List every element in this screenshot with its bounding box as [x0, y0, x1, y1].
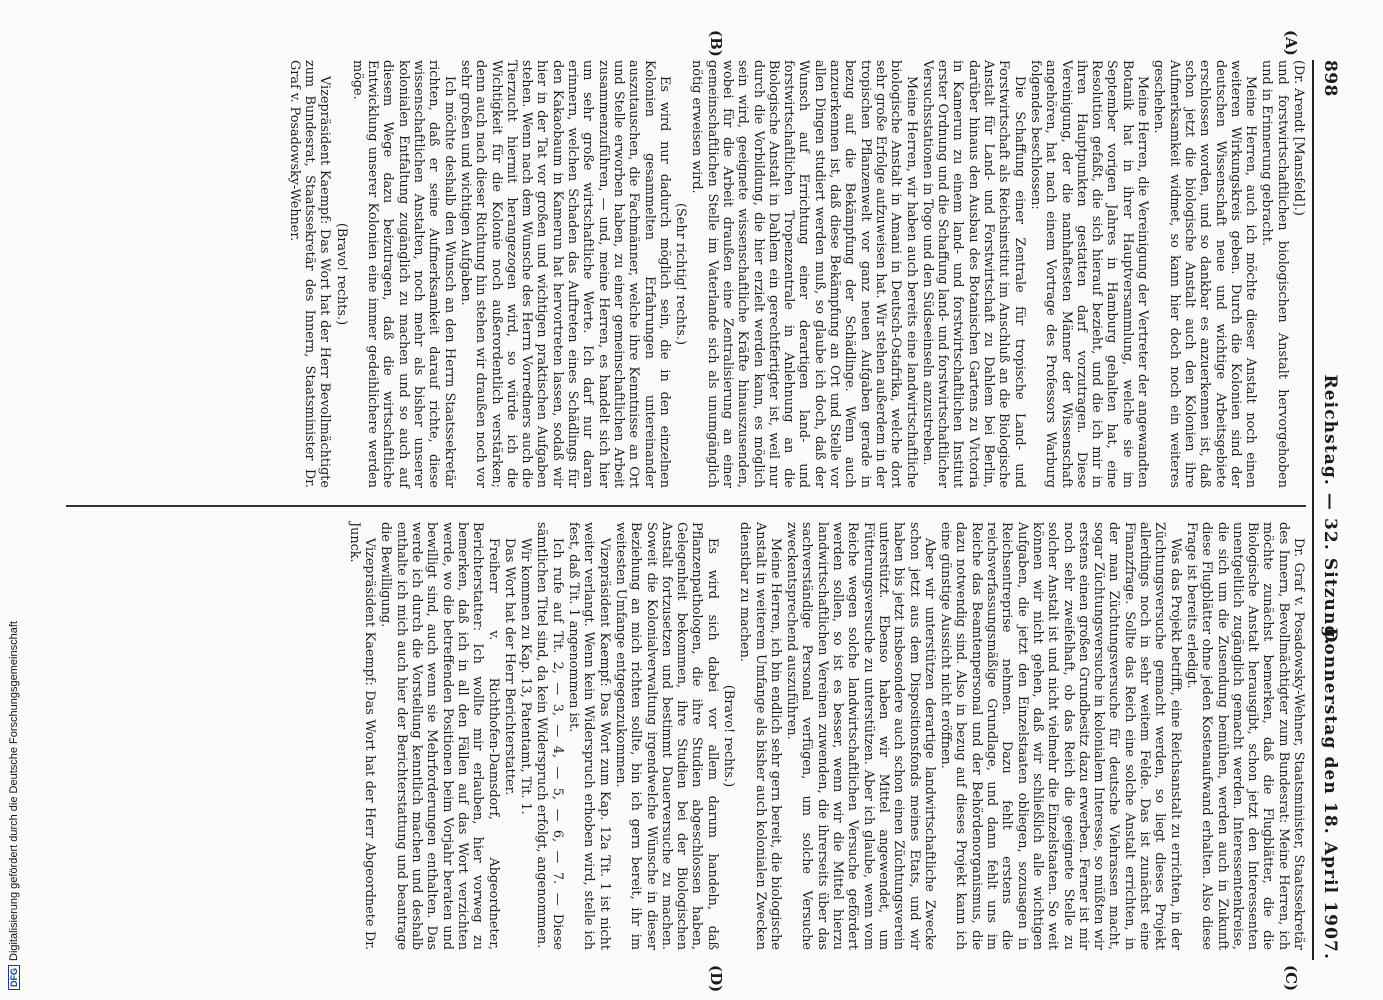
right-text-column: [346, 522, 1306, 950]
paragraph: Meine Herren, ich bin endlich sehr gern bereit, die biologische Anstalt in weiterem Umfange als bisher auch kolonialen Zwecken dienstbar zu machen.: [737, 522, 783, 950]
paragraph: Ich rufe auf Tit. 2, — 3, — 4, — 5, — 6, — 7. — Diese sämtlichen Titel sind, da kein Widerspruch erfolgt, angenommen.: [534, 522, 565, 950]
margin-mark-a: (A): [1282, 30, 1300, 56]
paragraph: (Bravo! rechts.): [333, 222, 349, 326]
paragraph: Was das Projekt betrifft, eine Reichsanstalt zu errichten, in der Züchtungsversuche gemacht werden, so liegt dieses Projekt allerdings noch in sehr weitem Felde. Das ist zunächst eine Finanzfrage. Sollte das Reich eine solche Anstalt errichten, in der man Züchtungsversuche für deutsche Viehrassen macht, sogar Züchtungsversuche in kolonialem Interesse, so müßten wir erstens einen großen Grundbesitz dazu erwerben. Ferner ist mir noch sehr zweifelhaft, ob das Reich die geeignete Stelle zu solcher Anstalt ist und nicht vielmehr die Einzelstaaten. So weit können wir nicht gehen, daß wir schließlich alle wichtigen Aufgaben, die jetzt den Einzelstaaten obliegen, sozusagen in Reichsentreprise nehmen. Dazu fehlt erstens die reichsverfassungsmäßige Grundlage, und dann fehlt uns im Reiche das Beamtenpersonal und der Behördenorganismus, die dazu notwendig sind. Also in bezug auf dieses Projekt kann ich eine günstige Aussicht nicht eröffnen.: [938, 522, 1183, 950]
session-title: Reichstag. — 32. Sitzung.: [1320, 374, 1340, 646]
paragraph: Meine Herren, die Vereinigung der Vertreter der angewandten Botanik hat in ihrer Hauptversammlung, welche sie im September vorigen Jahres in Hamburg gehalten hat, eine Resolution gefaßt, die sich hierauf bezieht, und die ich mir in ihren Hauptpunkten gestatten darf vorzutragen. Diese Vereinigung, der die namhaftesten Männer der Wissenschaft angehören, hat nach einem Vortrage des Professors Warburg folgendes beschlossen:: [1027, 60, 1151, 488]
paragraph: und forstwirtschaftlichen biologischen Anstalt hervorgehoben und in Erinnerung gebracht.: [1259, 60, 1290, 488]
margin-mark-b: (B): [707, 30, 725, 57]
credit-text: Digitalisierung gefördert durch die Deutsche Forschungsgemeinschaft: [8, 621, 20, 961]
digitization-credit: [8, 30, 20, 990]
paragraph: Vizepräsident Kaempf: Das Wort hat der Herr Abgeordnete Dr. Junck.: [346, 522, 378, 950]
paragraph: (Sehr richtig! rechts.): [673, 203, 689, 345]
paragraph: Freiherr v. Richthofen-Damsdorf, Abgeordneter, Berichterstatter: Ich wollte mir erlauben, hier vorweg zu bemerken, daß ich in all den Fällen auf das Wort verzichten werde, wo die betreffenden Positionen beim Vorjahr beraten und bewilligt sind, auch wenn sie Mehrforderungen enthalten. Das werde ich durch die Vorstellung kenntlich machen und deshalb enthalte ich mich auch hier der Berichterstattung und beantrage die Bewilligung.: [378, 522, 501, 950]
paragraph: Meine Herren, wir haben auch bereits eine landwirtschaftliche biologische Anstalt in Amani in Deutsch-Ostafrika, welche dort sehr große Erfolge aufzuweisen hat. Wir stehen außerdem in der tropischen Pflanzenwelt vor ganz neuen Aufgaben gerade in bezug auf die Bekämpfung der Schädlinge. Wenn auch anzuerkennen ist, daß diese Bekämpfung an Ort und Stelle vor allen Dingen studiert werden muß, so glaube ich doch, daß der Wunsch auf Errichtung einer derartigen land- und forstwirtschaftlichen Tropenzentrale in Anlehnung an die Biologische Anstalt in Dahlem ein gerechtfertigter ist, weil nur durch die Vorbildung, die hier erzielt werden kann, es möglich sein wird, geeignete wissenschaftliche Kräfte hinauszusenden, wobei für die Arbeit draußen eine Zentralisierung an einer gemeinschaftlichen Stelle im Vaterlande sich als unumgänglich nötig erweisen wird.: [689, 60, 919, 488]
page-header: [1314, 60, 1340, 960]
paragraph: Wir kommen zu Kap. 13, Patentamt, Tit. 1.: [518, 538, 534, 815]
session-date: Donnerstag den 18. April 1907.: [1320, 627, 1340, 960]
rotated-document-page: [40, 30, 1340, 993]
header-rule: [1312, 60, 1314, 960]
paragraph: (Bravo! rechts.): [721, 684, 737, 788]
paragraph: Die Schaffung einer Zentrale für tropische Land- und Forstwirtschaft als Reichsinstitut im Anschluß an die Biologische Anstalt für Land- und Forstwirtschaft zu Dahlem bei Berlin, darüber hinaus den Ausbau des Botanischen Gartens zu Victoria in Kamerun zu einem land- und forstwirtschaftlichen Institut erster Ordnung und die Schaffung land- und forstwirtschaftlicher Versuchsstationen in Togo und den Südseeinseln anzustreben.: [919, 60, 1027, 488]
column-divider: [66, 505, 1306, 507]
paragraph: Vizepräsident Kaempf: Das Wort zum Kap. 12a Tit. 1 ist nicht weiter verlangt. Wenn kein Widerspruch erhoben wird, stelle ich fest, daß Tit. 1 angenommen ist.: [566, 522, 612, 950]
paragraph: Das Wort hat der Herr Berichterstatter.: [501, 538, 517, 796]
paragraph: Dr. Graf v. Posadowsky-Wehner, Staatsminister, Staatssekretär des Innern, Bevollmächtigter zum Bundesrat: Meine Herren, ich möchte zunächst bemerken, daß die Flugblätter, die die Biologische Anstalt herausgibt, schon jetzt den Interessenten unentgeltlich zugänglich gemacht werden. Interessentenkreise, die sich um die Zusendung bemühen, werden auch in Zukunft diese Flugblätter ohne jeden Kostenaufwand erhalten. Also diese Frage ist bereits erledigt.: [1183, 522, 1306, 950]
left-text-column: [285, 60, 1306, 488]
paragraph: Ich möchte deshalb den Wunsch an den Herrn Staatssekretär richten, daß er seine Aufmerksamkeit darauf richte, diese wissenschaftlichen Anstalten, noch mehr als bisher unserer kolonialen Entfaltung zugänglich zu machen und so auch auf diesem Wege dazu beizutragen, daß die wirtschaftliche Entwicklung unserer Kolonien eine immer gedeihlichere werden möge.: [349, 60, 457, 488]
margin-mark-c: (C): [1282, 965, 1300, 992]
page-number: 898: [1320, 60, 1340, 97]
paragraph: Es wird nur dadurch möglich sein, die in den einzelnen Kolonien gesammelten Erfahrungen untereinander auszutauschen, die Fachmänner, welche ihre Kenntnisse an Ort und Stelle erworben haben, zu einer gemeinschaftlichen Arbeit zusammenzuführen, — und, meine Herren, es handelt sich hier um sehr große wirtschaftliche Werte. Ich darf nur daran erinnern, welchen Schaden das Auftreten eines Schädlings für den Kakaobaum in Kamerun hat hervortreten lassen, sodaß wir hier in der Tat vor großen und wichtigen praktischen Aufgaben stehen. Wenn nach dem Wunsche des Herrn Vorredners auch die Tierzucht hiermit herangezogen wird, so würde ich die Wichtigkeit für die Kolonie noch außerordentlich verstärken; denn auch nach dieser Richtung hin stehen wir draußen noch vor sehr großen und wichtigen Aufgaben.: [457, 60, 672, 488]
paragraph: Es wird sich dabei vor allem darum handeln, daß Pflanzenpathologen, die ihre Studien abgeschlossen haben, Gelegenheit bekommen, ihre Studien bei der Biologischen Anstalt fortzusetzen und bestimmt Dauerversuche zu machen. Soweit die Kolonialverwaltung irgendwelche Wünsche in dieser Beziehung an mich richten sollte, bin ich gern bereit, ihr im weitesten Umfange entgegenzukommen.: [612, 522, 720, 950]
paragraph: Aber wir unterstützen derartige landwirtschaftliche Zwecke schon jetzt aus dem Dispositionsfonds meines Etats, und wir haben bis jetzt insbesondere auch schon einen Züchtungsverein unterstützt. Ebenso haben wir Mittel angewendet, um Fütterungsversuche zu unterstützen. Aber ich glaube, wenn vom Reiche wegen solche landwirtschaftlichen Versuche gefördert werden sollen, so ist es besser, wenn wir die Mittel hierzu landwirtschaftlichen Vereinen zuwenden, die ihrerseits über das sachverständige Personal verfügen, um solche Versuche zweckentsprechend auszuführen.: [784, 522, 937, 950]
paragraph: Vizepräsident Kaempf: Das Wort hat der Herr Bevollmächtigte zum Bundesrat, Staatssekretär des Innern, Staatsminister Dr. Graf v. Posadowsky-Wehner.: [286, 60, 333, 488]
margin-mark-d: (D): [707, 965, 725, 993]
paragraph: (Dr. Arendt [Mansfeld].): [1291, 60, 1306, 216]
paragraph: Meine Herren, auch ich möchte dieser Anstalt noch einen weiteren Wirkungskreis geben. Durch die Kolonien sind der deutschen Wissenschaft neue und wichtige Arbeitsgebiete erschlossen worden, und so dankbar es anzuerkennen ist, daß schon jetzt die biologische Anstalt auch den Kolonien ihre Aufmerksamkeit widmet, so kann hier doch noch ein weiteres geschehen.: [1151, 60, 1259, 488]
dfg-logo: DFG: [8, 965, 20, 990]
